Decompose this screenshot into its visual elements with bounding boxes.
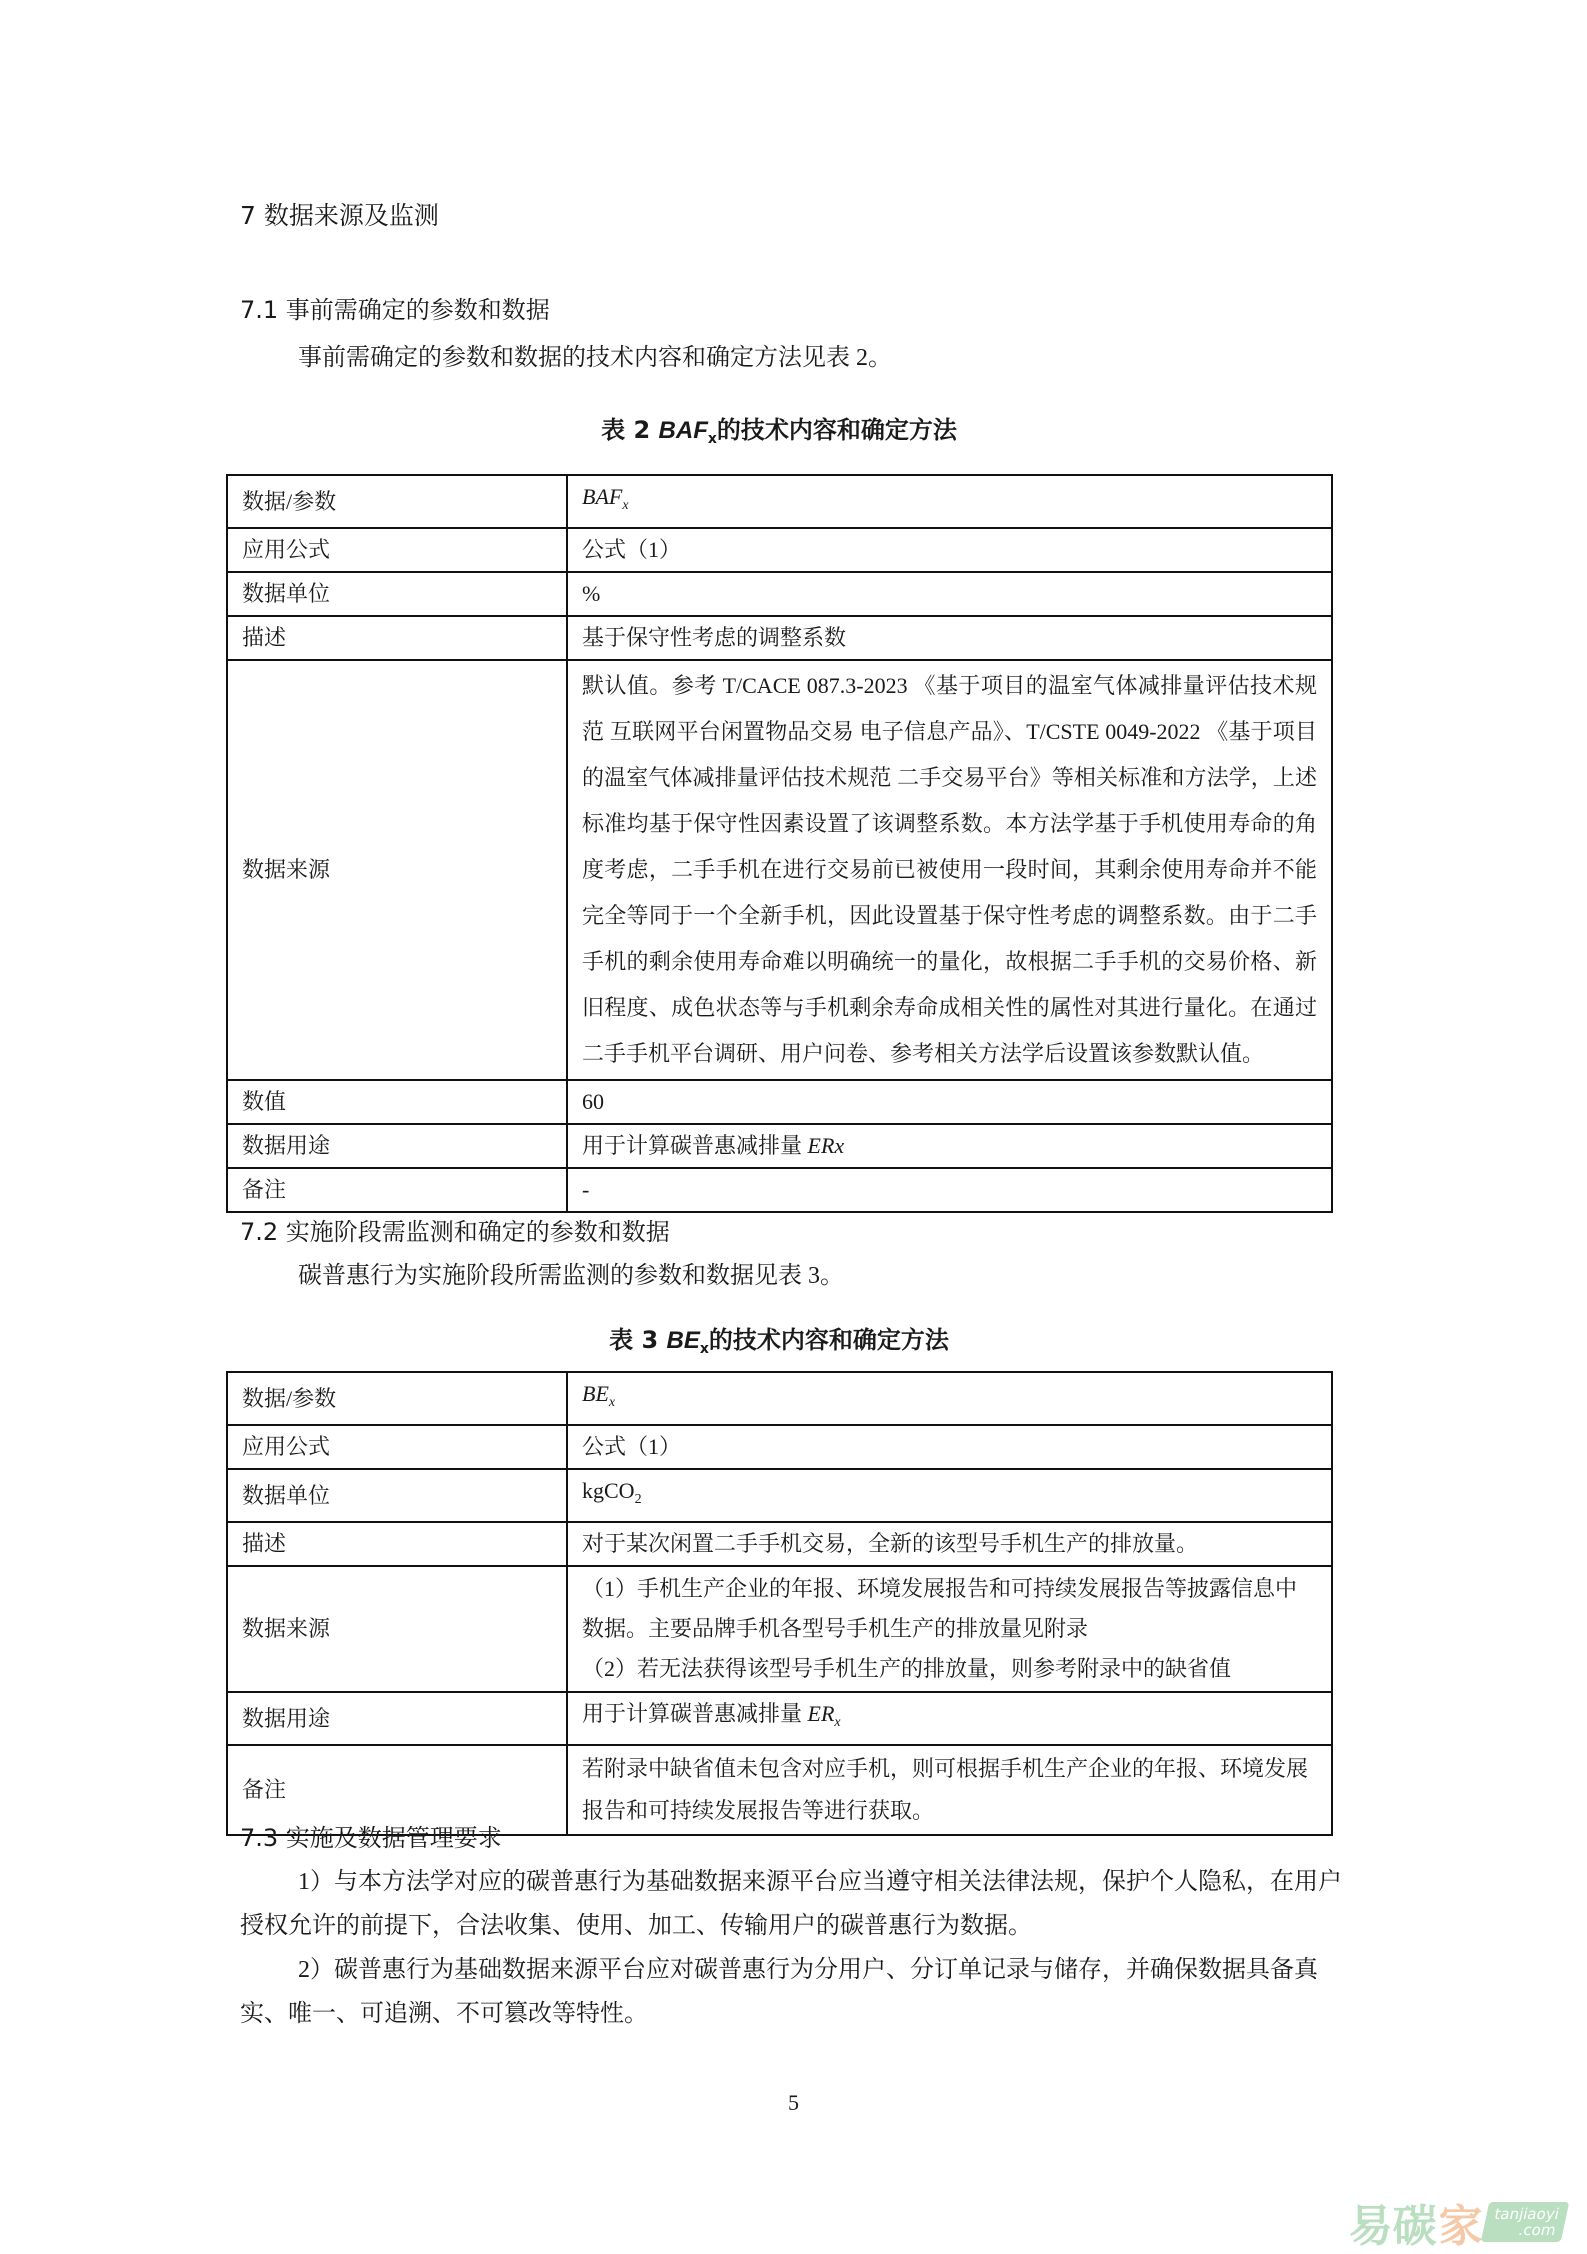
row-value: % [567,572,1332,616]
watermark-text-orange: 家 [1438,2201,1483,2252]
row-value [567,1692,1332,1745]
table-row [227,1425,1332,1469]
table-2-caption [226,410,1332,447]
requirement-item: 2）碳普惠行为基础数据来源平台应对碳普惠行为分用户、分订单记录与储存，并确保数据具备真实、唯一、可追溯、不可篡改等特性。 [240,1957,1318,2027]
table-row [227,475,1332,528]
row-value [567,1469,1332,1522]
source-line: （2）若无法获得该型号手机生产的排放量，则参考附录中的缺省值 [582,1656,1232,1681]
row-value: 对于某次闲置二手手机交易，全新的该型号手机生产的排放量。 [567,1522,1332,1566]
row-key: 描述 [227,616,567,660]
requirement-item: 1）与本方法学对应的碳普惠行为基础数据来源平台应当遵守相关法律法规，保护个人隐私，在用户授权允许的前提下，合法收集、使用、加工、传输用户的碳普惠行为数据。 [240,1869,1342,1939]
row-key: 应用公式 [227,1425,567,1469]
row-value: 60 [567,1080,1332,1124]
unit-subscript: 2 [634,1492,642,1507]
intro-paragraph-7-2: 碳普惠行为实施阶段所需监测的参数和数据见表 3。 [298,1263,844,1289]
table-3-caption [226,1320,1332,1357]
row-key: 数据用途 [227,1124,567,1168]
unit-text: kgCO [582,1478,635,1503]
table-row [227,1124,1332,1168]
row-value: 公式（1） [567,528,1332,572]
caption-var: BAF [658,417,708,444]
row-value [567,475,1332,528]
variable-name: BE [582,1381,609,1406]
page-number: 5 [788,2090,799,2115]
row-key: 数据来源 [227,1566,567,1692]
table-row [227,1469,1332,1522]
variable-subscript: x [834,1715,841,1730]
value-text: 用于计算碳普惠减排量 [582,1701,808,1726]
watermark-text-green: 易碳 [1348,2201,1437,2252]
caption-prefix: 表 3 [609,1326,667,1354]
caption-sub: x [699,1341,709,1357]
intro-paragraph-7-1: 事前需确定的参数和数据的技术内容和确定方法见表 2。 [298,345,892,371]
row-value [567,1124,1332,1168]
badge-line: .com [1516,2221,1558,2239]
variable-subscript: x [622,498,629,513]
table-row [227,528,1332,572]
row-key: 数据/参数 [227,475,567,528]
row-key: 描述 [227,1522,567,1566]
badge-line: tanjiaoyi [1492,2205,1561,2223]
row-key: 备注 [227,1745,567,1835]
row-value: 公式（1） [567,1425,1332,1469]
table-row [227,1522,1332,1566]
variable-subscript: x [608,1395,616,1410]
row-value [567,1372,1332,1425]
caption-suffix: 的技术内容和确定方法 [716,416,957,444]
table-row [227,1168,1332,1212]
table-2 [226,474,1333,1213]
caption-sub: x [707,431,717,447]
subsection-heading-7-1: 7.1 事前需确定的参数和数据 [240,296,550,324]
row-key: 备注 [227,1168,567,1212]
value-text: 用于计算碳普惠减排量 [582,1133,808,1158]
table-3 [226,1371,1333,1836]
caption-suffix: 的技术内容和确定方法 [708,1326,949,1354]
section-heading: 7 数据来源及监测 [240,201,439,230]
row-key: 数据来源 [227,660,567,1080]
row-key: 数值 [227,1080,567,1124]
table-row [227,660,1332,1080]
table-row [227,572,1332,616]
table-row [227,1692,1332,1745]
row-value: - [567,1168,1332,1212]
watermark-badge [1480,2202,1569,2242]
variable-name: ERx [807,1133,845,1158]
row-value [567,1566,1332,1692]
row-value: 基于保守性考虑的调整系数 [567,616,1332,660]
table-row [227,1566,1332,1692]
row-key: 数据单位 [227,1469,567,1522]
source-line: （1）手机生产企业的年报、环境发展报告和可持续发展报告等披露信息中数据。主要品牌手机各型号手机生产的排放量见附录 [582,1576,1298,1641]
table-row [227,616,1332,660]
subsection-heading-7-2: 7.2 实施阶段需监测和确定的参数和数据 [240,1218,670,1246]
table-row [227,1372,1332,1425]
row-key: 数据/参数 [227,1372,567,1425]
table-row [227,1080,1332,1124]
row-key: 应用公式 [227,528,567,572]
variable-name: BAF [582,484,623,509]
watermark-logo [1349,2190,1565,2254]
row-key: 数据用途 [227,1692,567,1745]
row-value: 若附录中缺省值未包含对应手机，则可根据手机生产企业的年报、环境发展报告和可持续发展报告等进行获取。 [567,1745,1332,1835]
caption-var: BE [666,1327,700,1354]
row-key: 数据单位 [227,572,567,616]
row-value: 默认值。参考 T/CACE 087.3-2023 《基于项目的温室气体减排量评估技术规范 互联网平台闲置物品交易 电子信息产品》、T/CSTE 0049-2022 《基于项目的温室气体减排量评估技术规范 二手交易平台》等相关标准和方法学，上述标准均基于保守性因素设置了该调整系数。本方法学基于手机使用寿命的角度考虑，二手手机在进行交易前已被使用一段时间，其剩余使用寿命并不能完全等同于一个全新手机，因此设置基于保守性考虑的调整系数。由于二手手机的剩余使用寿命难以明确统一的量化，故根据二手手机的交易价格、新旧程度、成色状态等与手机剩余寿命成相关性的属性对其进行量化。在通过二手手机平台调研、用户问卷、参考相关方法学后设置该参数默认值。 [567,660,1332,1080]
subsection-heading-7-3: 7.3 实施及数据管理要求 [240,1824,502,1852]
variable-name: ER [807,1701,835,1726]
caption-prefix: 表 2 [601,416,659,444]
